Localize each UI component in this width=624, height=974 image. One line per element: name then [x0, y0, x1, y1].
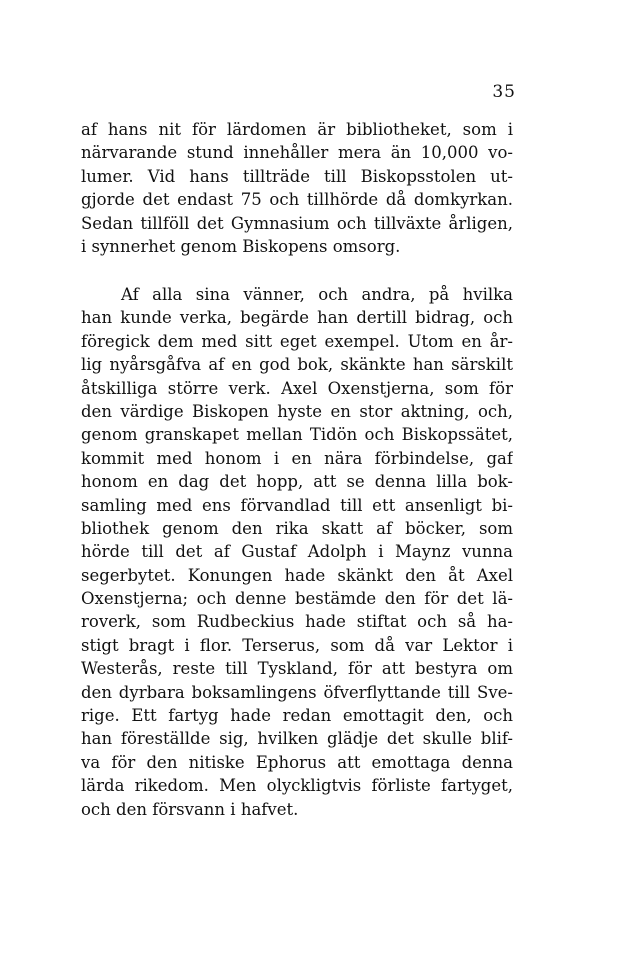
text-line: va för den nitiske Ephorus att emottaga denna: [81, 752, 513, 772]
text-line: han föreställde sig, hvilken glädje det skulle blif-: [81, 729, 513, 749]
text-line: Sedan tillföll det Gymnasium och tillväxte årligen,: [81, 213, 513, 233]
text-line: åtskilliga större verk. Axel Oxenstjerna, som för: [81, 378, 513, 398]
text-line: och den försvann i hafvet.: [81, 799, 299, 819]
text-line: den värdige Biskopen hyste en stor aktning, och,: [81, 401, 513, 421]
text-line: genom granskapet mellan Tidön och Biskopssätet,: [81, 425, 513, 445]
text-line: närvarande stund innehåller mera än 10,000 vo-: [81, 143, 513, 163]
page-number: 35: [492, 82, 516, 102]
text-line: lig nyårsgåfva af en god bok, skänkte han särskilt: [81, 355, 513, 375]
text-line: honom en dag det hopp, att se denna lilla bok-: [81, 472, 513, 492]
text-line: han kunde verka, begärde han dertill bidrag, och: [81, 308, 513, 328]
text-line: lumer. Vid hans tillträde till Biskopsstolen ut-: [81, 166, 513, 186]
text-line: Oxenstjerna; och denne bestämde den för det lä-: [81, 589, 513, 609]
text-line: af hans nit för lärdomen är bibliotheket, som i: [81, 120, 513, 139]
paragraph-1: [81, 118, 513, 258]
text-line: samling med ens förvandlad till ett ansenligt bi-: [81, 495, 513, 515]
text-line: lärda rikedom. Men olyckligtvis förliste fartyget,: [81, 776, 513, 796]
paragraph-2: [81, 283, 513, 821]
text-line: roverk, som Rudbeckius hade stiftat och så ha-: [81, 612, 513, 632]
text-line: i synnerhet genom Biskopens omsorg.: [81, 236, 401, 256]
text-line: hörde till det af Gustaf Adolph i Maynz vunna: [81, 542, 513, 562]
text-line: föregick dem med sitt eget exempel. Utom en år-: [81, 331, 513, 351]
text-line: rige. Ett fartyg hade redan emottagit den, och: [81, 706, 513, 726]
text-line: kommit med honom i en nära förbindelse, gaf: [81, 448, 513, 468]
text-line: Westerås, reste till Tyskland, för att bestyra om: [81, 659, 513, 679]
text-line: bliothek genom den rika skatt af böcker, som: [81, 518, 513, 538]
text-line: segerbytet. Konungen hade skänkt den åt Axel: [81, 565, 513, 585]
text-line: Af alla sina vänner, och andra, på hvilka: [121, 285, 513, 304]
text-line: stigt bragt i flor. Terserus, som då var Lektor i: [81, 635, 513, 655]
text-line: den dyrbara boksamlingens öfverflyttande till Sve-: [81, 682, 513, 702]
text-line: gjorde det endast 75 och tillhörde då domkyrkan.: [81, 190, 513, 210]
